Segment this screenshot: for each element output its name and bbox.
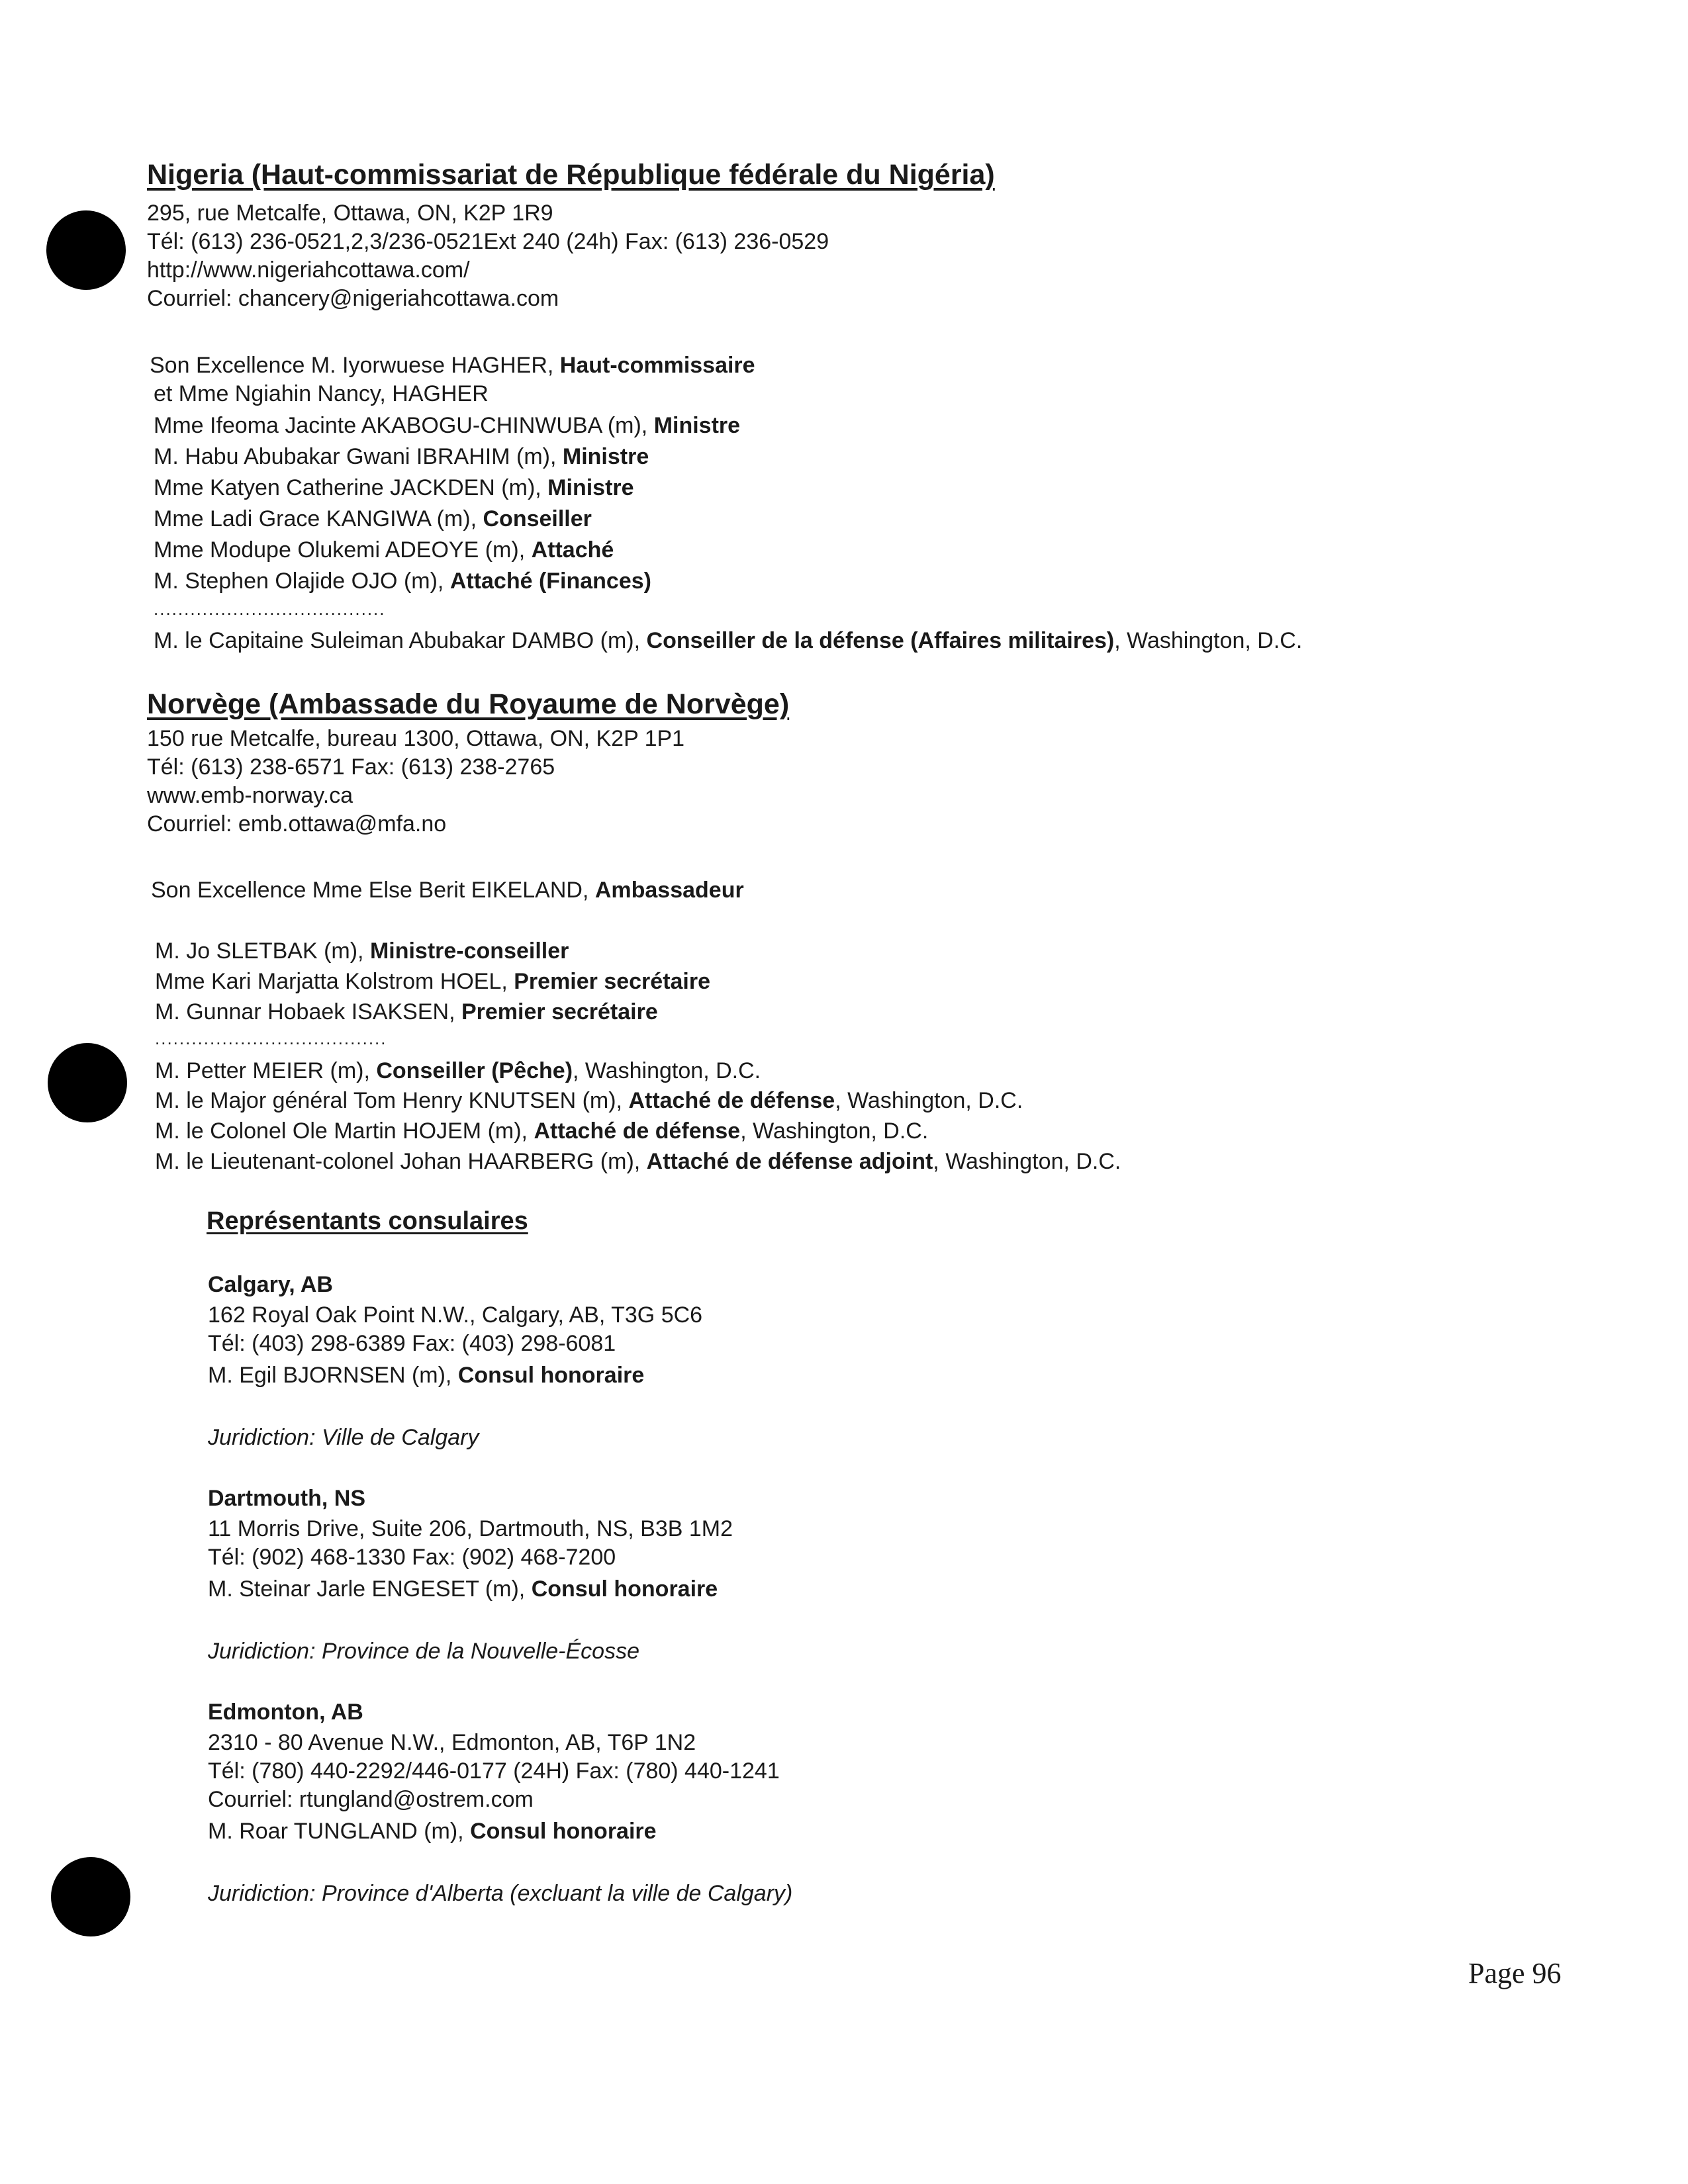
nigeria-website: http://www.nigeriahcottawa.com/ — [147, 257, 470, 283]
consulate-city: Calgary, AB — [208, 1272, 333, 1297]
punch-hole-middle — [48, 1043, 127, 1122]
norway-head-of-mission — [151, 877, 744, 903]
consulate-address: 2310 - 80 Avenue N.W., Edmonton, AB, T6P 1N2 — [208, 1730, 696, 1755]
norway-email: Courriel: emb.ottawa@mfa.no — [147, 811, 447, 837]
norway-website: www.emb-norway.ca — [147, 783, 353, 808]
consulate-address: 11 Morris Drive, Suite 206, Dartmouth, NS, B3B 1M2 — [208, 1516, 733, 1541]
nigeria-separator: ...................................... — [154, 599, 386, 619]
person-name: Mme Katyen Catherine JACKDEN (m), — [154, 475, 548, 500]
punch-hole-top — [46, 210, 126, 290]
consulate-address: 162 Royal Oak Point N.W., Calgary, AB, T3G 5C6 — [208, 1302, 703, 1328]
person-name: M. Gunnar Hobaek ISAKSEN, — [155, 999, 461, 1024]
person-title: Conseiller (Pêche) — [376, 1058, 573, 1083]
person-title: Conseiller — [483, 506, 592, 531]
consulate-representative — [208, 1576, 718, 1602]
consulate-representative — [208, 1818, 657, 1844]
person-name: M. Habu Abubakar Gwani IBRAHIM (m), — [154, 444, 563, 469]
consulate-city: Edmonton, AB — [208, 1700, 363, 1725]
nigeria-spouse: et Mme Ngiahin Nancy, HAGHER — [154, 381, 489, 406]
person-name: Son Excellence Mme Else Berit EIKELAND, — [151, 878, 595, 903]
consulate-phone: Tél: (902) 468-1330 Fax: (902) 468-7200 — [208, 1545, 616, 1570]
consulate-city: Dartmouth, NS — [208, 1486, 365, 1511]
person-title: Ambassadeur — [594, 878, 744, 903]
person-name: Mme Ifeoma Jacinte AKABOGU-CHINWUBA (m), — [154, 413, 654, 438]
consulate-jurisdiction: Juridiction: Province de la Nouvelle-Écosse — [208, 1639, 639, 1664]
nigeria-phone: Tél: (613) 236-0521,2,3/236-0521Ext 240 (24h) Fax: (613) 236-0529 — [147, 229, 829, 254]
nonresident-entry — [155, 1148, 1121, 1175]
nigeria-head-of-mission — [150, 352, 755, 379]
person-name: M. Petter MEIER (m), — [155, 1058, 377, 1083]
person-name: Mme Ladi Grace KANGIWA (m), — [154, 506, 483, 531]
person-title: Premier secrétaire — [461, 999, 658, 1024]
consulate-phone: Tél: (403) 298-6389 Fax: (403) 298-6081 — [208, 1331, 616, 1356]
consulate-representative — [208, 1362, 644, 1388]
person-name: M. Stephen Olajide OJO (m), — [154, 569, 450, 594]
person-title: Premier secrétaire — [514, 969, 711, 994]
person-name: M. le Lieutenant-colonel Johan HAARBERG (m), — [155, 1149, 647, 1174]
person-title: Attaché de défense — [628, 1088, 835, 1113]
person-title: Ministre — [653, 413, 741, 438]
person-title: Ministre — [547, 475, 634, 500]
nonresident-entry — [155, 1058, 761, 1084]
staff-entry — [155, 968, 710, 995]
consulate-jurisdiction: Juridiction: Province d'Alberta (excluant la ville de Calgary) — [208, 1881, 793, 1906]
norway-phone: Tél: (613) 238-6571 Fax: (613) 238-2765 — [147, 754, 555, 780]
person-location: , Washington, D.C. — [835, 1088, 1023, 1113]
staff-entry — [154, 443, 649, 470]
page-number: Page 96 — [1468, 1957, 1562, 1989]
person-name: M. le Major général Tom Henry KNUTSEN (m), — [155, 1088, 629, 1113]
person-name: M. le Colonel Ole Martin HOJEM (m), — [155, 1118, 534, 1144]
person-title: Ministre-conseiller — [369, 938, 569, 964]
staff-entry — [155, 999, 658, 1025]
nigeria-heading: Nigeria (Haut-commissariat de République fédérale du Nigéria) — [147, 159, 995, 191]
person-name: M. Egil BJORNSEN (m), — [208, 1363, 458, 1388]
staff-entry — [154, 475, 634, 501]
person-title: Conseiller de la défense (Affaires militaires) — [646, 628, 1115, 653]
consulate-phone: Tél: (780) 440-2292/446-0177 (24H) Fax: (780) 440-1241 — [208, 1758, 780, 1784]
person-name: M. Steinar Jarle ENGESET (m), — [208, 1576, 532, 1602]
person-title: Consul honoraire — [531, 1576, 718, 1602]
nigeria-address: 295, rue Metcalfe, Ottawa, ON, K2P 1R9 — [147, 201, 553, 226]
person-title: Attaché de défense — [534, 1118, 741, 1144]
person-location: , Washington, D.C. — [933, 1149, 1121, 1174]
staff-entry — [154, 537, 614, 563]
person-location: , Washington, D.C. — [740, 1118, 929, 1144]
person-name: M. Jo SLETBAK (m), — [155, 938, 370, 964]
person-location: , Washington, D.C. — [573, 1058, 761, 1083]
person-title: Consul honoraire — [470, 1819, 657, 1844]
person-name: M. le Capitaine Suleiman Abubakar DAMBO (m), — [154, 628, 647, 653]
consulate-jurisdiction: Juridiction: Ville de Calgary — [208, 1425, 479, 1450]
consular-representatives-heading: Représentants consulaires — [207, 1207, 528, 1235]
norway-address: 150 rue Metcalfe, bureau 1300, Ottawa, ON, K2P 1P1 — [147, 726, 685, 751]
nonresident-entry — [155, 1087, 1023, 1114]
person-name: M. Roar TUNGLAND (m), — [208, 1819, 471, 1844]
norway-heading: Norvège (Ambassade du Royaume de Norvège) — [147, 688, 790, 720]
nigeria-email: Courriel: chancery@nigeriahcottawa.com — [147, 286, 559, 311]
nonresident-entry — [155, 1118, 928, 1144]
staff-entry — [154, 506, 592, 532]
person-name: Mme Kari Marjatta Kolstrom HOEL, — [155, 969, 514, 994]
person-title: Attaché — [531, 537, 614, 563]
person-title: Ministre — [562, 444, 649, 469]
person-name: Son Excellence M. Iyorwuese HAGHER, — [150, 353, 560, 378]
staff-entry — [155, 938, 569, 964]
person-title: Attaché de défense adjoint — [646, 1149, 933, 1174]
staff-entry — [154, 568, 651, 594]
person-name: Mme Modupe Olukemi ADEOYE (m), — [154, 537, 532, 563]
consulate-email: Courriel: rtungland@ostrem.com — [208, 1787, 534, 1812]
nigeria-nonresident-entry — [154, 627, 1302, 654]
punch-hole-bottom — [51, 1857, 130, 1936]
norway-separator: ...................................... — [155, 1028, 387, 1048]
person-location: , Washington, D.C. — [1114, 628, 1303, 653]
person-title: Attaché (Finances) — [449, 569, 651, 594]
staff-entry — [154, 412, 740, 439]
person-title: Consul honoraire — [457, 1363, 645, 1388]
person-title: Haut-commissaire — [559, 353, 755, 378]
